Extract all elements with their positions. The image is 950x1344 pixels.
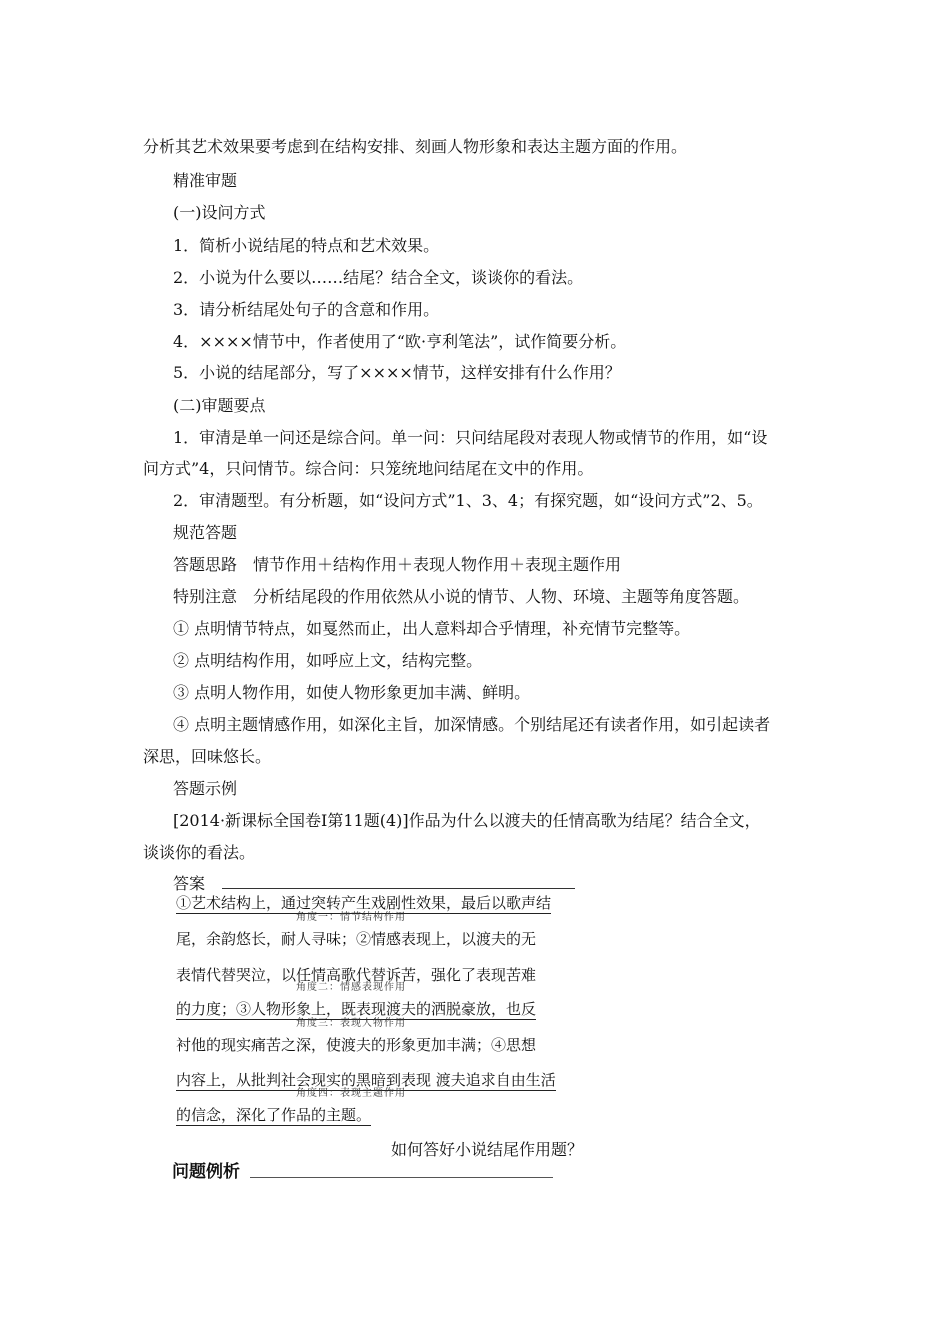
intro-paragraph: 分析其艺术效果要考虑到在结构安排、刻画人物形象和表达主题方面的作用。: [143, 137, 688, 156]
answer-point-4-line-2: 深思，回味悠长。: [143, 747, 272, 766]
answer-point-4-line-1: ④ 点明主题情感作用，如深化主旨，加深情感。个别结尾还有读者作用，如引起读者: [173, 715, 771, 734]
how-to-question: 如何答好小说结尾作用题？: [391, 1140, 584, 1159]
answer-line: ①艺术结构上，通过突转产生戏剧性效果，最后以歌声结: [176, 894, 552, 912]
answer-line: 尾，余韵悠长，耐人寻味；②情感表现上，以渡夫的无: [176, 930, 537, 948]
answer-line: 衬他的现实痛苦之深，使渡夫的形象更加丰满；④思想: [176, 1036, 537, 1054]
example-question-line-2: 谈谈你的看法。: [143, 843, 256, 862]
question-method-item: 4．××××情节中，作者使用了“欧·亨利笔法”，试作简要分析。: [173, 332, 627, 351]
question-method-item: 1．简析小说结尾的特点和艺术效果。: [173, 236, 440, 255]
answer-point: ① 点明情节特点，如戛然而止，出人意料却合乎情理，补充情节完整等。: [173, 619, 691, 638]
angle-label: 角度四：表现主题作用: [296, 1088, 406, 1099]
key-point-2: 2．审清题型。有分析题，如“设问方式”1、3、4；有探究题，如“设问方式”2、5。: [173, 491, 763, 510]
answer-line: 的力度；③人物形象上，既表现渡夫的洒脱豪放，也反: [176, 1000, 537, 1018]
subsection-title-key-points: (二)审题要点: [173, 396, 266, 415]
answer-line: 的信念，深化了作品的主题。: [176, 1106, 372, 1124]
section-title-standard-answer: 规范答题: [173, 523, 238, 542]
angle-label: 角度一：情节结构作用: [296, 912, 406, 923]
example-question-line-1: [2014·新课标全国卷Ⅰ第11题(4)]作品为什么以渡夫的任情高歌为结尾？结合全文，: [173, 811, 761, 830]
answer-point: ② 点明结构作用，如呼应上文，结构完整。: [173, 651, 483, 670]
section-title-precise: 精准审题: [173, 171, 238, 190]
angle-label: 角度三：表现人物作用: [296, 1018, 406, 1029]
answer-approach: 答题思路 情节作用＋结构作用＋表现人物作用＋表现主题作用: [173, 555, 622, 574]
answer-underline: [222, 888, 575, 889]
key-point-1-line-1: 1．审清是单一问还是综合问。单一问：只问结尾段对表现人物或情节的作用，如“设: [173, 428, 768, 447]
answer-point: ③ 点明人物作用，如使人物形象更加丰满、鲜明。: [173, 683, 531, 702]
problem-analysis-heading: 问题例析: [172, 1162, 240, 1182]
question-method-item: 2．小说为什么要以……结尾？结合全文，谈谈你的看法。: [173, 268, 584, 287]
answer-line: 表情代替哭泣，以任情高歌代替诉苦，强化了表现苦难: [176, 966, 537, 984]
special-attention: 特别注意 分析结尾段的作用依然从小说的情节、人物、环境、主题等角度答题。: [173, 587, 750, 606]
section-title-example: 答题示例: [173, 779, 238, 798]
key-point-1-line-2: 问方式”4，只问情节。综合问：只笼统地问结尾在文中的作用。: [143, 459, 594, 478]
answer-label: 答案: [173, 874, 206, 893]
question-method-item: 5．小说的结尾部分，写了××××情节，这样安排有什么作用？: [173, 363, 621, 382]
subsection-title-question-method: (一)设问方式: [173, 203, 266, 222]
question-method-item: 3．请分析结尾处句子的含意和作用。: [173, 300, 440, 319]
angle-label: 角度二：情感表现作用: [296, 982, 406, 993]
heading-rule: [250, 1177, 553, 1178]
answer-line: 内容上，从批判社会现实的黑暗到表现 渡夫追求自由生活: [176, 1071, 556, 1089]
